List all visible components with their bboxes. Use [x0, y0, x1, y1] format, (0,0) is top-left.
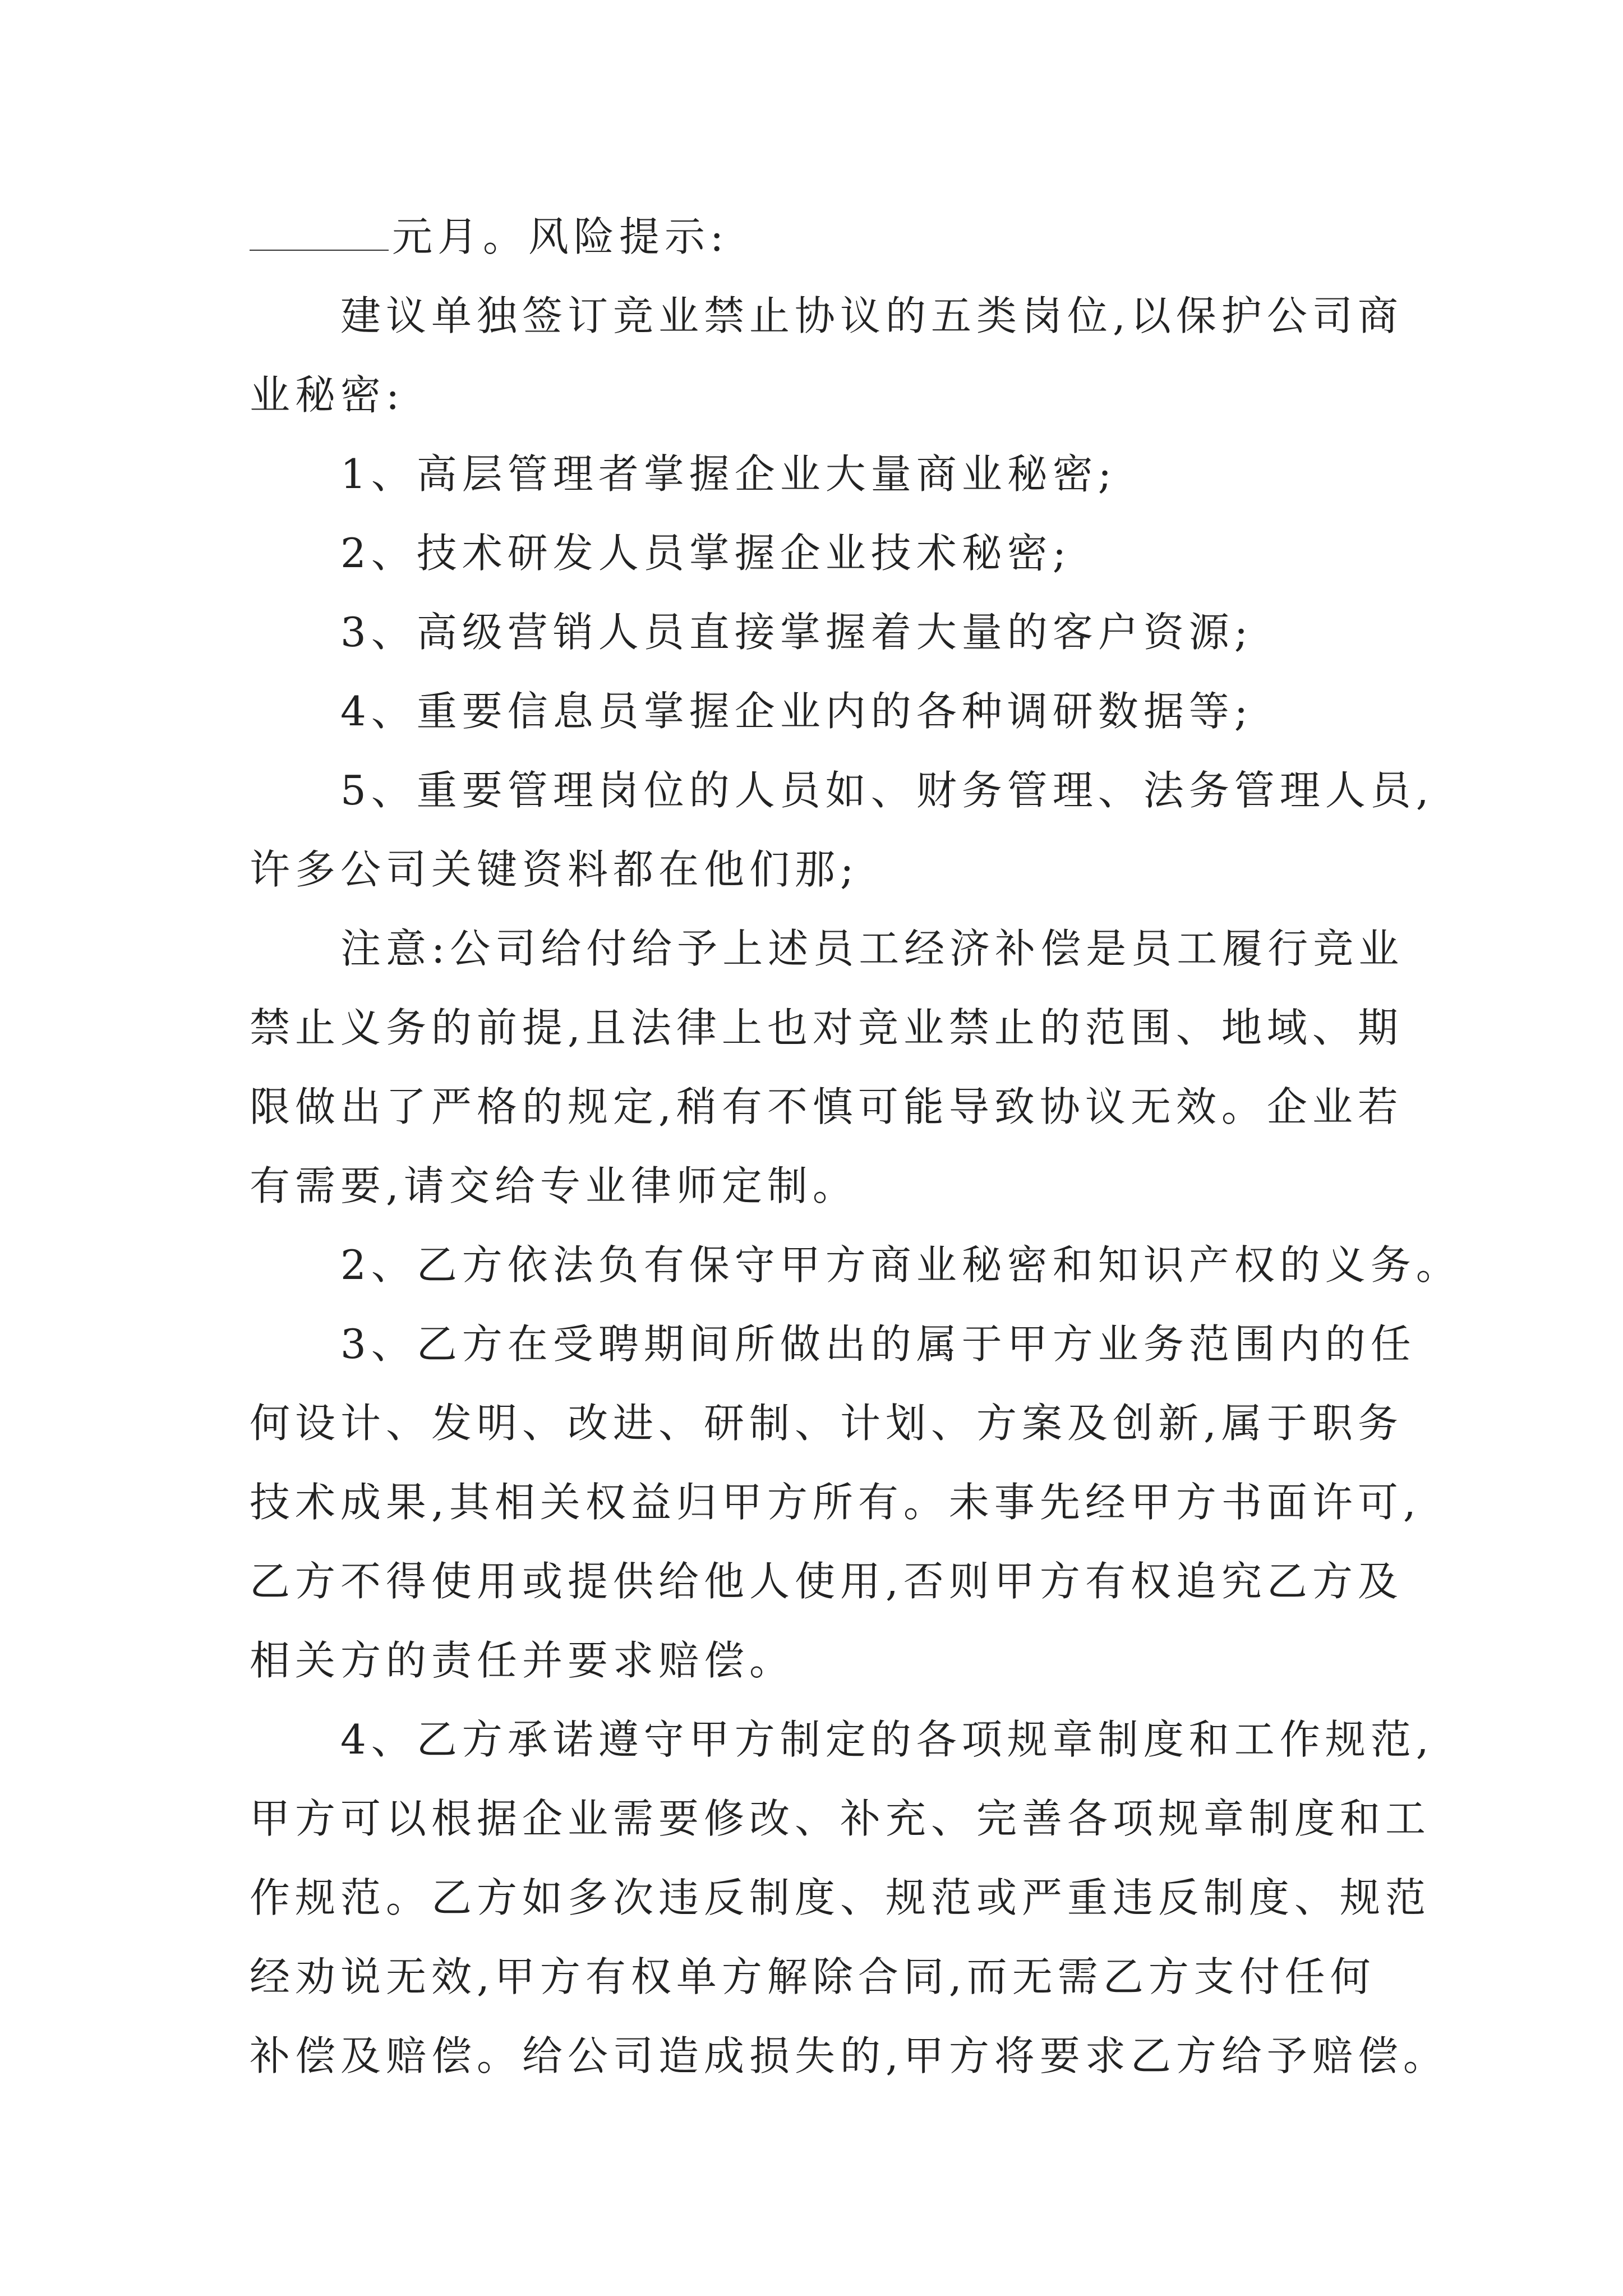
- paragraph: [250, 672, 1380, 751]
- first-line: [250, 197, 1380, 277]
- text-line: 限做出了严格的规定,稍有不慎可能导致协议无效。企业若: [250, 1083, 1403, 1130]
- text-line: 甲方可以根据企业需要修改、补充、完善各项规章制度和工: [250, 1795, 1431, 1842]
- text-line: 业秘密:: [250, 371, 405, 418]
- text-line: 有需要,请交给专业律师定制。: [250, 1162, 858, 1209]
- text-line: 作规范。乙方如多次违反制度、规范或严重违反制度、规范: [250, 1874, 1431, 1921]
- text-line: 乙方不得使用或提供给他人使用,否则甲方有权追究乙方及: [250, 1558, 1403, 1605]
- paragraph: [250, 277, 1403, 435]
- fill-in-blank: [250, 249, 389, 251]
- document-page: [250, 197, 1461, 2096]
- text-line: 经劝说无效,甲方有权单方解除合同,而无需乙方支付任何: [250, 1953, 1376, 2000]
- paragraph: [250, 514, 1380, 593]
- text-line: 建议单独签订竞业禁止协议的五类岗位,以保护公司商: [340, 292, 1403, 339]
- text-line: 4、重要信息员掌握企业内的各种调研数据等;: [340, 688, 1253, 735]
- paragraph-list: [250, 277, 1461, 2096]
- text-line: 2、技术研发人员掌握企业技术秘密;: [340, 530, 1072, 577]
- paragraph: [250, 751, 1434, 909]
- text-line: 1、高层管理者掌握企业大量商业秘密;: [340, 450, 1117, 498]
- text-line: 注意:公司给付给予上述员工经济补偿是员工履行竞业: [340, 925, 1404, 972]
- text-line: 4、乙方承诺遵守甲方制定的各项规章制度和工作规范,: [340, 1716, 1434, 1763]
- text-line: 补偿及赔偿。给公司造成损失的,甲方将要求乙方给予赔偿。: [250, 2032, 1449, 2079]
- text-line: 2、乙方依法负有保守甲方商业秘密和知识产权的义务。: [340, 1241, 1461, 1289]
- text-line: 5、重要管理岗位的人员如、财务管理、法务管理人员,: [340, 767, 1434, 814]
- text-line: 技术成果,其相关权益归甲方所有。未事先经甲方书面许可,: [250, 1479, 1421, 1526]
- text-line: 禁止义务的前提,且法律上也对竞业禁止的范围、地域、期: [250, 1004, 1403, 1051]
- paragraph: [250, 435, 1380, 514]
- paragraph: [250, 1305, 1421, 1700]
- text-line: 3、高级营销人员直接掌握着大量的客户资源;: [340, 609, 1253, 656]
- paragraph: [250, 1700, 1449, 2096]
- text-line: 3、乙方在受聘期间所做出的属于甲方业务范围内的任: [340, 1320, 1416, 1368]
- text-line: 何设计、发明、改进、研制、计划、方案及创新,属于职务: [250, 1400, 1403, 1447]
- text-line: 许多公司关键资料都在他们那;: [250, 846, 859, 893]
- paragraph: [250, 909, 1404, 1226]
- text-line: 相关方的责任并要求赔偿。: [250, 1637, 795, 1684]
- first-line-text: 元月。风险提示:: [392, 213, 729, 260]
- text-line: [250, 197, 1380, 277]
- paragraph: [250, 593, 1380, 672]
- paragraph: [250, 1226, 1461, 1305]
